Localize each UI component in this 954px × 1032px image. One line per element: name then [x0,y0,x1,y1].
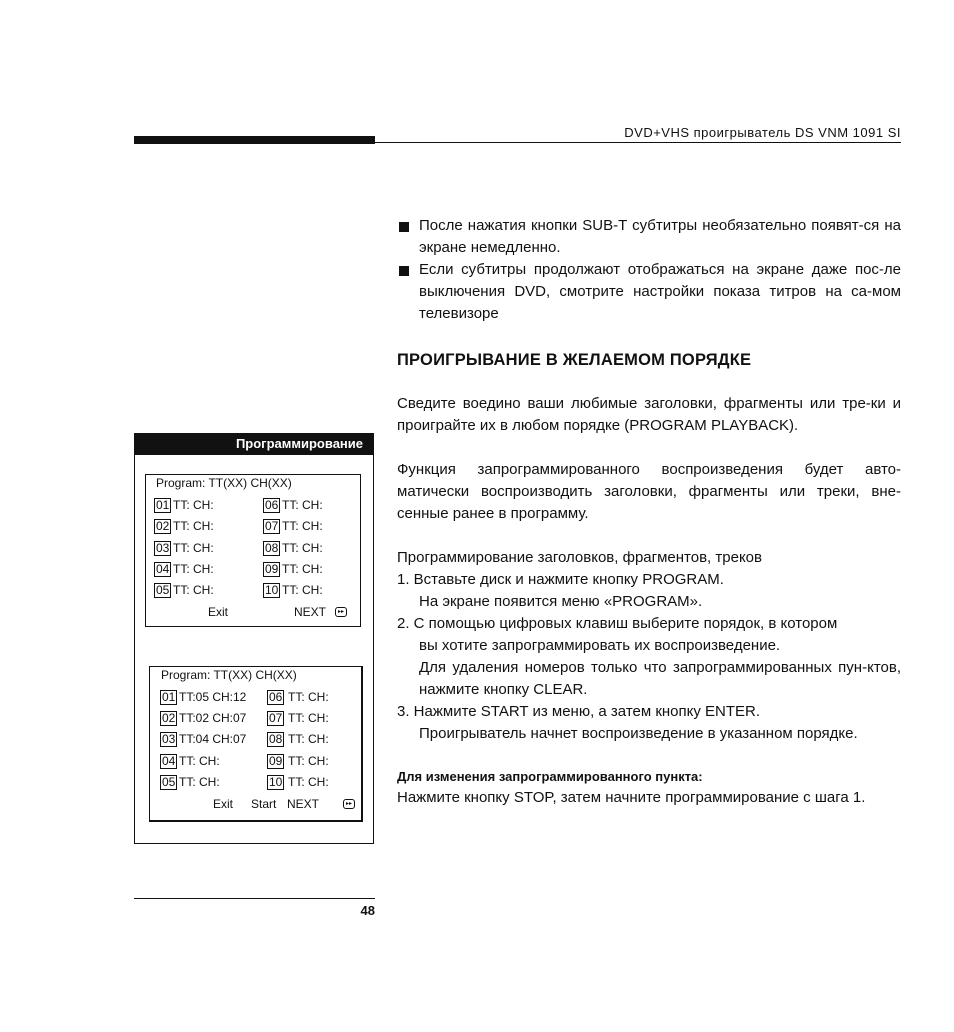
slot-value: TT:04 CH:07 [179,732,247,746]
slot-number: 07 [269,711,283,725]
header-rule [375,142,901,143]
slot-number: 01 [162,690,176,704]
exit-label: Exit [213,797,234,811]
section-title: ПРОИГРЫВАНИЕ В ЖЕЛАЕМОМ ПОРЯДКЕ [397,351,752,369]
slot-number: 05 [156,583,170,597]
slot-value: TT: CH: [282,519,323,533]
slot-value: TT: CH: [173,541,214,555]
next-label: NEXT [294,605,327,619]
slot-number: 08 [269,732,283,746]
steps-intro: Программирование заголовков, фрагментов, треков [397,549,762,566]
program-screen-filled [149,666,363,822]
slot-value: TT: CH: [173,519,214,533]
step-2-clear-note: Для удаления номеров только что запрограммированных пун-ктов, нажмите кнопку CLEAR. [419,659,901,698]
steps-list [397,547,901,745]
slot-number: 03 [156,541,170,555]
screen-header: Program: TT(XX) CH(XX) [156,476,292,490]
description-paragraph: Функция запрограммированного воспроизведения будет авто-матически воспроизводить заголовки, фрагменты или треки, вне-сенные ранее в программу. [397,461,901,522]
square-bullet-icon [399,222,409,232]
slot-value: TT: CH: [288,732,329,746]
slot-value: TT: CH: [173,498,214,512]
slot-value: TT: CH: [288,754,329,768]
figure-title: Программирование [135,434,373,455]
slot-value: TT: CH: [282,498,323,512]
slot-value: TT: CH: [288,775,329,789]
next-icon: ▸▸ [335,607,347,617]
step-2: 2. С помощью цифровых клавиш выберите порядок, в котором [397,615,838,632]
slot-value: TT:05 CH:12 [179,690,247,704]
change-paragraph: Нажмите кнопку STOP, затем начните программирование с шага 1. [397,789,866,806]
step-3-note: Проигрыватель начнет воспроизведение в указанном порядке. [419,725,858,742]
slot-value: TT: CH: [282,541,323,555]
step-1-note: На экране появится меню «PROGRAM». [419,593,703,610]
slot-value: TT:02 CH:07 [179,711,247,725]
step-1: 1. Вставьте диск и нажмите кнопку PROGRAM. [397,571,724,588]
main-text-column [397,215,901,809]
slot-number: 10 [269,775,283,789]
slot-number: 04 [156,562,170,576]
slot-number: 02 [162,711,176,725]
programming-figure [134,433,374,844]
page-number: 48 [360,903,375,918]
bullet-item [397,215,901,259]
slot-number: 09 [269,754,283,768]
slot-number: 07 [265,519,279,533]
header-bar [134,136,375,144]
bullet-text: После нажатия кнопки SUB-T субтитры необязательно появят-ся на экране немедленно. [419,217,901,256]
step-2-note: вы хотите запрограммировать их воспроизведение. [419,637,781,654]
slot-value: TT: CH: [173,562,214,576]
slot-value: TT: CH: [288,690,329,704]
slot-value: TT: CH: [282,583,323,597]
slot-value: TT: CH: [179,775,220,789]
slot-number: 06 [265,498,279,512]
slot-number: 10 [265,583,279,597]
slot-value: TT: CH: [179,754,220,768]
step-3: 3. Нажмите START из меню, а затем кнопку ENTER. [397,703,761,720]
change-subheading: Для изменения запрограммированного пункта: [397,769,703,784]
bullet-item [397,259,901,325]
slot-number: 04 [162,754,176,768]
program-screen-empty [145,474,361,627]
square-bullet-icon [399,266,409,276]
bullet-text: Если субтитры продолжают отображаться на экране даже пос-ле выключения DVD, смотрите настройки показа титров на са-мом телевизоре [419,261,901,322]
start-label: Start [251,797,277,811]
slot-number: 03 [162,732,176,746]
screen-header: Program: TT(XX) CH(XX) [161,668,297,682]
running-header: DVD+VHS проигрыватель DS VNM 1091 SI [624,125,901,140]
next-icon: ▸▸ [343,799,355,809]
footer-rule [134,898,375,899]
slot-number: 06 [269,690,283,704]
next-label: NEXT [287,797,320,811]
intro-paragraph: Сведите воедино ваши любимые заголовки, фрагменты или тре-ки и проиграйте их в любом порядке (PROGRAM PLAYBACK). [397,395,901,434]
slot-value: TT: CH: [173,583,214,597]
slot-value: TT: CH: [288,711,329,725]
slot-number: 09 [265,562,279,576]
slot-number: 08 [265,541,279,555]
slot-number: 01 [156,498,170,512]
slot-value: TT: CH: [282,562,323,576]
slot-number: 02 [156,519,170,533]
slot-number: 05 [162,775,176,789]
exit-label: Exit [208,605,229,619]
